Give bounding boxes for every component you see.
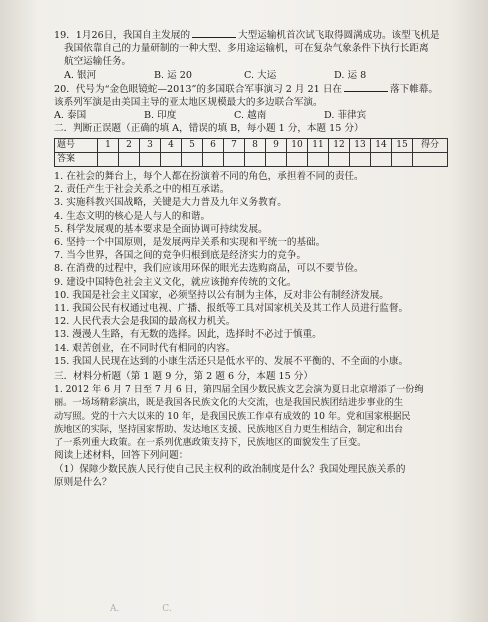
answer-table-header-row [55, 138, 448, 152]
material-line: 动写照。党的十六大以来的 10 年，是我国民族工作卓有成效的 10 年。党和国家根据民 [54, 410, 411, 422]
answer-cell[interactable] [119, 152, 140, 166]
material-line: 丽。一场场精彩演出，既是我国各民族文化的大交流，也是我国民族团结进步事业的生 [54, 397, 404, 409]
bleed-through-fragments [110, 604, 212, 614]
answer-cell[interactable] [182, 152, 203, 166]
bleed-fragment: C. [162, 604, 172, 614]
answer-cell[interactable] [392, 152, 413, 166]
q19-options [54, 69, 474, 82]
judgment-item: 6. 坚持一个中国原则，是发展两岸关系和实现和平统一的基础。 [54, 237, 326, 249]
q20-option-d: D. 菲律宾 [324, 110, 367, 122]
answer-table-num: 5 [182, 138, 203, 152]
answer-cell[interactable] [308, 152, 329, 166]
judgment-item: 13. 漫漫人生路，有无数的选择。因此，选择时不必过于慎重。 [54, 329, 322, 341]
q19-option-d: D. 运 8 [334, 69, 367, 81]
material-line: 1. 2012 年 6 月 7 日至 7 月 6 日，第四届全国少数民族文艺会演为夏日北京增添了一份绚 [54, 384, 424, 396]
q19-text-post: 大型运输机首次试飞取得圆满成功。该型飞机是 [238, 30, 440, 41]
answer-table-num: 13 [350, 138, 371, 152]
answer-table-score-label: 得分 [413, 138, 448, 152]
answer-table-num: 15 [392, 138, 413, 152]
bleed-fragment: A. [110, 604, 120, 614]
answer-table-num: 1 [98, 138, 119, 152]
judgment-item: 5. 科学发展观的基本要求是全面协调可持续发展。 [54, 223, 268, 235]
q20-text-pre: 20．代号为“金色眼镜蛇—2013”的多国联合军事演习 2 月 21 日在 [54, 83, 343, 95]
answer-table-num: 9 [266, 138, 287, 152]
q20-option-a: A. 泰国 [54, 110, 87, 122]
answer-cell[interactable] [161, 152, 182, 166]
answer-table-answer-label: 答案 [55, 152, 98, 166]
judgment-item: 3. 实施科教兴国战略，关键是大力普及九年义务教育。 [54, 197, 287, 209]
answer-table-num: 10 [287, 138, 308, 152]
q20-line1 [54, 82, 474, 96]
question1-line: （1）保障少数民族人民行使自己民主权利的政治制度是什么？我国处理民族关系的 [54, 463, 406, 475]
q19-line3: 航空运输任务。 [64, 56, 132, 68]
judgment-item: 10. 我国是社会主义国家，必须坚持以公有制为主体，反对非公有制经济发展。 [54, 289, 389, 301]
q20-blank [344, 82, 388, 92]
q19-blank [192, 28, 236, 38]
question1-line: 原则是什么？ [54, 476, 112, 488]
q19-option-c: C. 大运 [244, 69, 277, 81]
answer-table-num: 14 [371, 138, 392, 152]
answer-table-num: 12 [329, 138, 350, 152]
answer-table-num: 2 [119, 138, 140, 152]
q19-text-pre: 19．1月26日，我国自主发展的 [54, 30, 191, 41]
q20-option-c: C. 越南 [234, 110, 267, 122]
answer-cell[interactable] [245, 152, 266, 166]
q19-option-a: A. 银河 [64, 69, 97, 81]
judgment-item: 15. 我国人民现在达到的小康生活还只是低水平的、发展不平衡的、不全面的小康。 [54, 355, 409, 367]
answer-cell[interactable] [287, 152, 308, 166]
material-line: 了一系列重大政策。在一系列优惠政策支持下，民族地区的面貌发生了巨变。 [54, 437, 367, 449]
exam-content [54, 28, 474, 489]
score-cell[interactable] [413, 152, 448, 166]
judgment-item: 8. 在消费的过程中，我们应该用环保的眼光去选购商品，可以不要节俭。 [54, 263, 364, 275]
answer-table-num: 4 [161, 138, 182, 152]
judgment-item: 12. 人民代表大会是我国的最高权力机关。 [54, 316, 236, 328]
material-passage [54, 383, 474, 449]
q19-line1 [54, 28, 474, 42]
answer-cell[interactable] [329, 152, 350, 166]
q19-option-b: B. 运 20 [154, 69, 193, 81]
read-instruction: 阅读上述材料，回答下列问题： [54, 450, 189, 462]
q20-options [54, 109, 474, 122]
material-line: 族地区的实际，坚持国家帮助、发达地区支援、民族地区自力更生相结合，制定和出台 [54, 423, 404, 435]
answer-cell[interactable] [98, 152, 119, 166]
answer-table-num: 6 [203, 138, 224, 152]
answer-cell[interactable] [371, 152, 392, 166]
judgment-item: 2. 责任产生于社会关系之中的相互承诺。 [54, 184, 230, 196]
answer-cell[interactable] [140, 152, 161, 166]
judgment-item: 9. 建设中国特色社会主义文化，就应该抛弃传统的文化。 [54, 276, 297, 288]
answer-table-num: 3 [140, 138, 161, 152]
q19-line2: 我国依靠自己的力量研制的一种大型、多用途运输机，可在复杂气象条件下执行长距离 [64, 43, 429, 55]
judgment-item: 4. 生态文明的核心是人与人的和谐。 [54, 210, 211, 222]
answer-table [54, 138, 448, 167]
answer-cell[interactable] [203, 152, 224, 166]
answer-cell[interactable] [350, 152, 371, 166]
answer-table-answer-row [55, 152, 448, 166]
answer-cell[interactable] [266, 152, 287, 166]
judgment-item: 7. 当今世界，各国之间的竞争归根到底是经济实力的竞争。 [54, 250, 307, 262]
q20-text-post: 落下帷幕。 [390, 83, 438, 95]
section3-title: 三．材料分析题（第 1 题 9 分，第 2 题 6 分，本题 15 分） [54, 371, 313, 383]
q20-option-b: B. 印度 [144, 110, 177, 122]
answer-table-num: 11 [308, 138, 329, 152]
q20-line2: 该系列军演是由美国主导的亚太地区规模最大的多边联合军演。 [54, 97, 323, 109]
answer-table-num: 7 [224, 138, 245, 152]
answer-cell[interactable] [224, 152, 245, 166]
section2-title: 二．判断正误题（正确的填 A，错误的填 B，每小题 1 分，本题 15 分） [54, 123, 364, 135]
judgment-item: 1. 在社会的舞台上，每个人都在扮演着不同的角色，承担着不同的责任。 [54, 171, 364, 183]
judgment-item: 11. 我国公民有权通过电视、广播、报纸等工具对国家机关及其工作人员进行监督。 [54, 303, 409, 315]
judgment-item: 14. 艰苦创业，在不同时代有相同的内容。 [54, 342, 236, 354]
answer-table-header-label: 题号 [55, 138, 98, 152]
answer-table-num: 8 [245, 138, 266, 152]
